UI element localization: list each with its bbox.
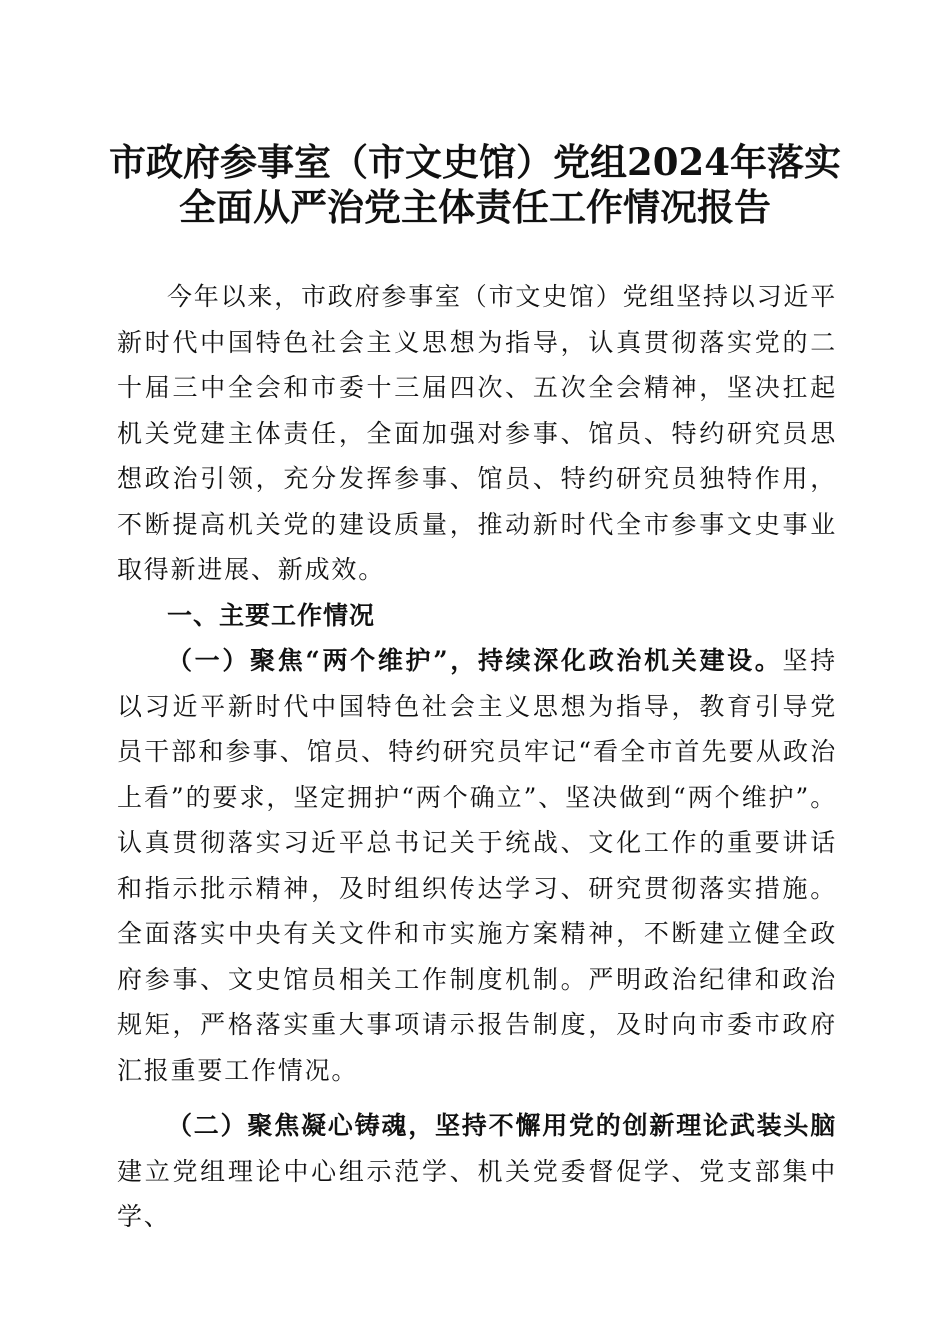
item-1-body: 坚持以习近平新时代中国特色社会主义思想为指导，教育引导党员干部和参事、馆员、特约研究员牢记“看全市首先要从政治上看”的要求，坚定拥护“两个确立”、坚决做到“两个维护”。认真贯彻落实习近平总书记关于统战、文化工作的重要讲话和指示批示精神，及时组织传达学习、研究贯彻落实措施。全面落实中央有关文件和市实施方案精神，不断建立健全政府参事、文史馆员相关工作制度机制。严明政治纪律和政治规矩，严格落实重大事项请示报告制度，及时向市委市政府汇报重要工作情况。 [117,646,837,1085]
item-2-paragraph [117,1103,837,1240]
intro-paragraph: 今年以来，市政府参事室（市文史馆）党组坚持以习近平新时代中国特色社会主义思想为指导，认真贯彻落实党的二十届三中全会和市委十三届四次、五次全会精神，坚决扛起机关党建主体责任，全面加强对参事、馆员、特约研究员思想政治引领，充分发挥参事、馆员、特约研究员独特作用，不断提高机关党的建设质量，推动新时代全市参事文史事业取得新进展、新成效。 [117,282,838,584]
paragraph-gap [117,1093,837,1103]
item-2-body: 建立党组理论中心组示范学、机关党委督促学、党支部集中学、 [117,1156,837,1231]
document-title-line-2: 全面从严治党主体责任工作情况报告 [179,185,771,229]
document-body [117,274,837,1240]
item-2-lead: （二）聚焦凝心铸魂，坚持不懈用党的创新理论武装头脑 [167,1111,838,1140]
item-1-paragraph [117,638,837,1093]
document-title-line-1: 市政府参事室（市文史馆）党组2024年落实 [109,140,841,184]
item-1-lead: （一）聚焦“两个维护”，持续深化政治机关建设。 [167,646,783,675]
section-heading-main-work: 一、主要工作情况 [167,600,376,630]
